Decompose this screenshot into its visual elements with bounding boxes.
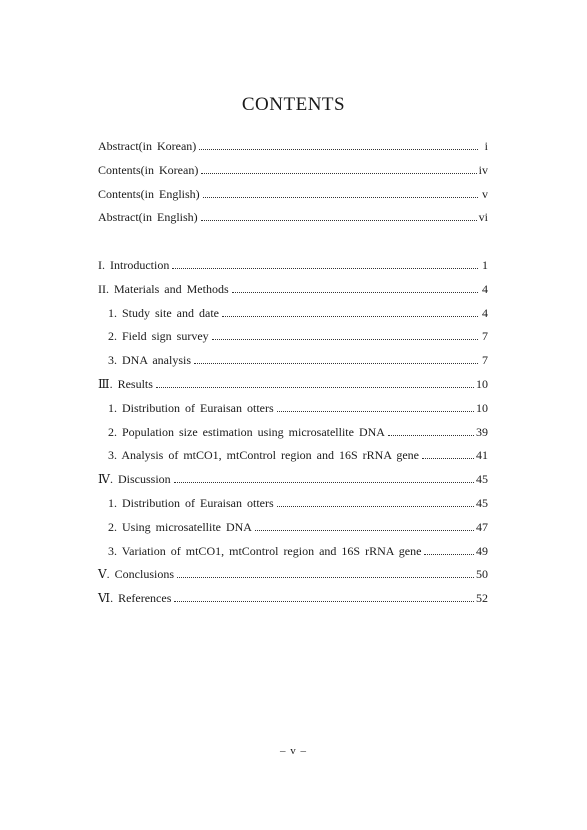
toc-entry-page: 10 — [476, 400, 488, 415]
toc-entry-label: 2. Using microsatellite DNA — [108, 519, 252, 534]
toc-entry — [98, 492, 488, 516]
toc-entry-page: 1 — [482, 258, 488, 272]
dot-leader — [172, 268, 478, 269]
dot-leader — [174, 601, 474, 602]
toc-entry — [98, 135, 488, 159]
toc-entry — [98, 397, 488, 421]
toc-entry-page: 41 — [476, 448, 488, 463]
toc-entry-page: i — [484, 139, 488, 153]
dot-leader — [222, 316, 478, 317]
toc-entry — [98, 563, 488, 587]
toc-entry-label: I. Introduction — [98, 258, 170, 272]
dot-leader — [232, 292, 478, 293]
toc-entry-label: Ⅴ. Conclusions — [98, 567, 175, 582]
toc-entry-page: 7 — [482, 329, 488, 344]
toc-entry-label: 1. Distribution of Euraisan otters — [108, 400, 274, 415]
toc-entry-page: 50 — [476, 567, 488, 582]
toc-entry-page: 45 — [476, 472, 488, 487]
toc-entry-label: 2. Population size estimation using microsatellite DNA — [108, 424, 385, 439]
toc-entry-label: 2. Field sign survey — [108, 329, 209, 344]
toc-entry-page: 7 — [482, 353, 488, 368]
toc-entry-label: Abstract(in Korean) — [98, 139, 197, 153]
dot-leader — [388, 435, 474, 436]
toc-entry — [98, 421, 488, 445]
dot-leader — [201, 173, 476, 174]
toc-entry — [98, 302, 488, 326]
front-matter-list — [98, 135, 488, 230]
toc-entry-label: 1. Study site and date — [108, 305, 219, 320]
toc-entry-label: 3. Analysis of mtCO1, mtControl region and 16S rRNA gene — [108, 448, 419, 463]
dot-leader — [422, 458, 474, 459]
page-title: CONTENTS — [241, 94, 346, 115]
toc-entry — [98, 183, 488, 207]
toc-entry-label: Ⅵ. References — [98, 591, 172, 606]
dot-leader — [201, 220, 477, 221]
toc-entry — [98, 468, 488, 492]
dot-leader — [255, 530, 474, 531]
toc-entry — [98, 540, 488, 564]
toc-entry-page: 45 — [476, 495, 488, 510]
toc-entry-page: vi — [478, 210, 488, 225]
toc-entry-page: 47 — [476, 519, 488, 534]
dot-leader — [156, 387, 474, 388]
toc-entry-page: 4 — [482, 281, 488, 296]
dot-leader — [174, 482, 474, 483]
dot-leader — [424, 554, 474, 555]
toc-entry — [98, 159, 488, 183]
toc-entry-label: 3. Variation of mtCO1, mtControl region and 16S rRNA gene — [108, 543, 422, 558]
dot-leader — [203, 197, 478, 198]
toc-entry-page: iv — [478, 162, 488, 177]
toc-entry — [98, 278, 488, 302]
toc-entry — [98, 206, 488, 230]
toc-entry — [98, 325, 488, 349]
toc-entry — [98, 444, 488, 468]
toc-entry-label: Ⅳ. Discussion — [98, 472, 171, 487]
toc-entry-page: 39 — [476, 424, 488, 439]
toc-entry-label: Contents(in English) — [98, 186, 200, 201]
toc-entry — [98, 587, 488, 611]
toc-entry — [98, 373, 488, 397]
dot-leader — [177, 577, 474, 578]
page-number-footer: – v – — [280, 745, 307, 757]
toc-entry-page: 52 — [476, 591, 488, 606]
toc-entry-label: Contents(in Korean) — [98, 162, 199, 177]
toc-entry-page: 49 — [476, 543, 488, 558]
toc-entry-page: 10 — [476, 376, 488, 391]
toc-entry-label: 3. DNA analysis — [108, 353, 191, 368]
chapter-list — [98, 254, 488, 611]
toc-entry-label: Abstract(in English) — [98, 210, 198, 225]
dot-leader — [194, 363, 478, 364]
dot-leader — [199, 149, 478, 150]
toc-entry-page: v — [482, 186, 488, 201]
toc-entry-label: II. Materials and Methods — [98, 281, 229, 296]
toc-entry — [98, 349, 488, 373]
toc-entry-label: 1. Distribution of Euraisan otters — [108, 495, 274, 510]
dot-leader — [277, 411, 474, 412]
dot-leader — [212, 339, 478, 340]
toc-entry — [98, 254, 488, 278]
dot-leader — [277, 506, 474, 507]
toc-entry-page: 4 — [482, 305, 488, 320]
toc-entry-label: Ⅲ. Results — [98, 376, 153, 391]
toc-entry — [98, 516, 488, 540]
